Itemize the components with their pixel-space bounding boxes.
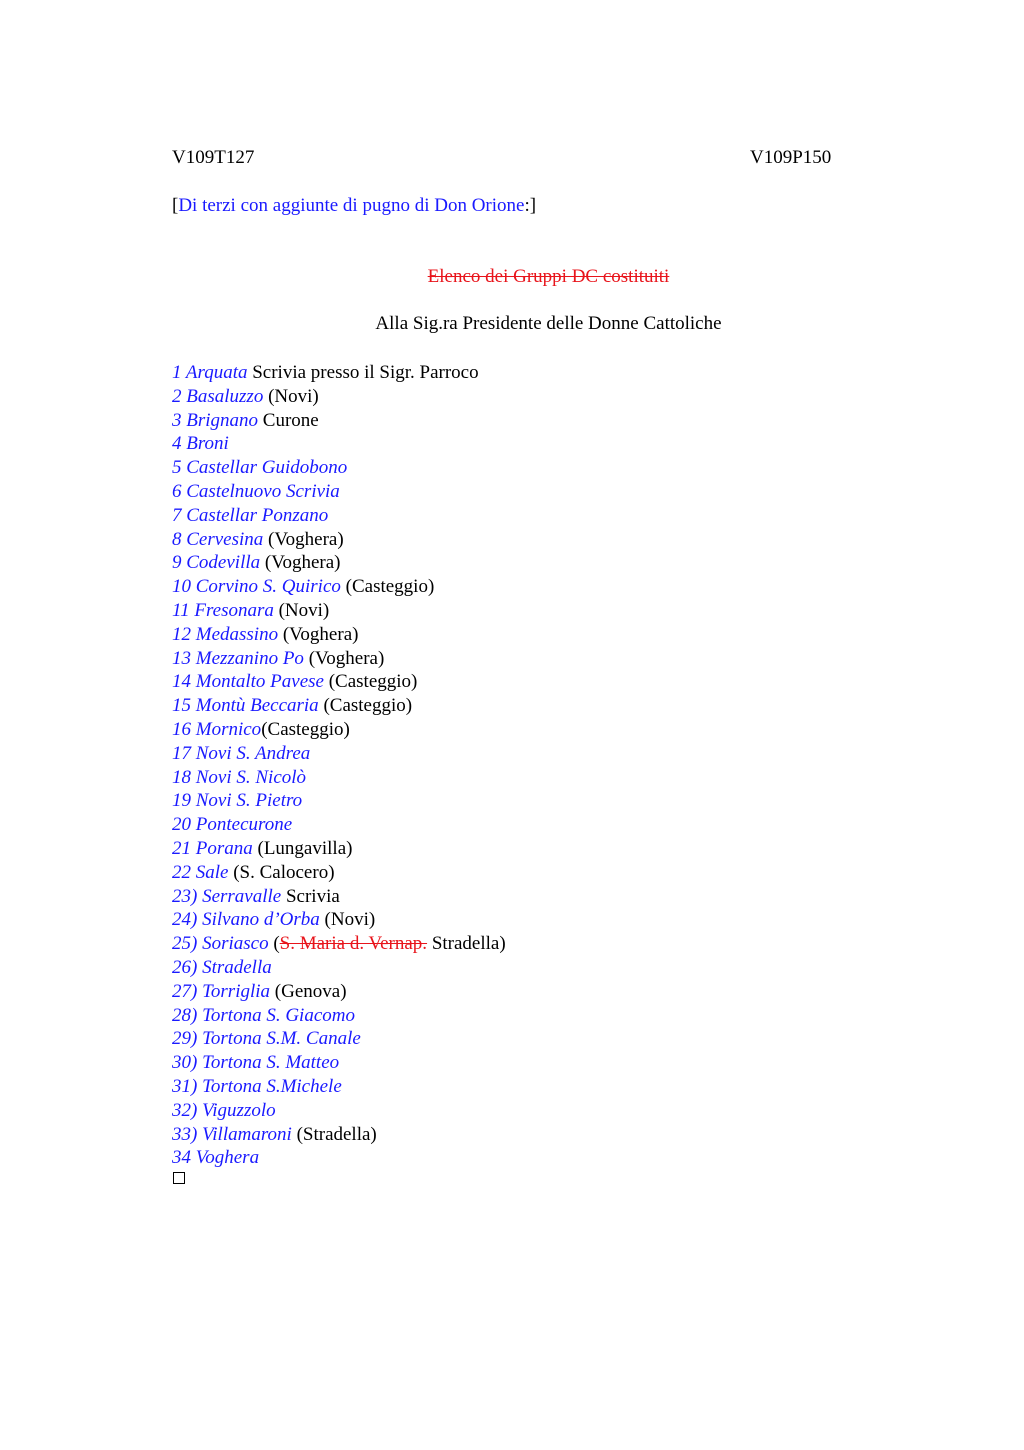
group-place: 12 Medassino: [172, 623, 279, 645]
group-place: 26) Stradella: [172, 956, 272, 978]
group-place: 19 Novi S. Pietro: [172, 790, 303, 812]
group-note: (Novi): [319, 909, 376, 931]
list-item: [172, 837, 506, 861]
list-item: [172, 1004, 506, 1028]
group-place: 31) Tortona S.Michele: [172, 1075, 342, 1097]
group-place: 24) Silvano d’Orba: [172, 909, 320, 931]
group-place: 17 Novi S. Andrea: [172, 742, 311, 764]
group-note: (Novi): [273, 599, 330, 621]
group-note: (Casteggio): [340, 576, 435, 598]
list-item: [172, 361, 506, 385]
group-place: 34 Voghera: [172, 1147, 260, 1169]
list-item: [172, 766, 506, 790]
list-item: [172, 956, 506, 980]
group-place: 22 Sale: [172, 861, 229, 883]
list-item: [172, 551, 506, 575]
list-item: [172, 670, 506, 694]
document-ref-right: V109P150: [750, 147, 832, 168]
group-place: 2 Basaluzzo: [172, 385, 264, 407]
group-note: (Voghera): [263, 528, 344, 550]
list-item: [172, 623, 506, 647]
addressee-line: Alla Sig.ra Presidente delle Donne Cattoliche: [375, 313, 722, 334]
editorial-note-close-bracket: :]: [524, 195, 537, 216]
group-note: (Voghera): [303, 647, 385, 669]
group-place: 10 Corvino S. Quirico: [172, 576, 341, 598]
group-place: 1 Arquata: [172, 362, 248, 383]
group-note: (Lungavilla): [252, 837, 353, 859]
list-item: [172, 789, 506, 813]
group-place: 11 Fresonara: [172, 599, 274, 621]
group-place: 29) Tortona S.M. Canale: [172, 1028, 361, 1050]
group-note: Scrivia: [281, 885, 340, 907]
group-note: (Novi): [263, 385, 319, 407]
group-place: 25) Soriasco: [172, 933, 269, 955]
group-note: Curone: [258, 409, 319, 431]
group-place: 9 Codevilla: [172, 552, 261, 574]
list-item: [172, 528, 506, 552]
group-place: 20 Pontecurone: [172, 814, 293, 836]
list-item: [172, 861, 506, 885]
list-item: [172, 694, 506, 718]
group-place: 3 Brignano: [172, 409, 259, 431]
list-item: [172, 1123, 506, 1147]
group-note: (S. Calocero): [228, 861, 335, 883]
group-note: (Voghera): [278, 623, 359, 645]
group-note: (Genova): [270, 980, 347, 1002]
group-place: 13 Mezzanino Po: [172, 647, 304, 669]
editorial-note-text: Di terzi con aggiunte di pugno di Don Orione: [178, 195, 525, 216]
list-item: [172, 885, 506, 909]
list-item: [172, 813, 506, 837]
group-place: 4 Broni: [172, 433, 229, 455]
list-item: [172, 385, 506, 409]
group-place: 5 Castellar Guidobono: [172, 457, 348, 479]
list-item: [172, 718, 506, 742]
list-item: [172, 575, 506, 599]
group-place: 28) Tortona S. Giacomo: [172, 1004, 355, 1026]
deleted-title: Elenco dei Gruppi DC costituiti: [427, 266, 670, 287]
document-ref-left: V109T127: [172, 147, 255, 168]
group-place: 33) Villamaroni: [172, 1123, 292, 1145]
groups-list: [172, 361, 506, 1170]
group-place: 27) Torriglia: [172, 980, 271, 1002]
group-place: 21 Porana: [172, 837, 253, 859]
group-place: 15 Montù Beccaria: [172, 695, 319, 717]
list-item: [172, 480, 506, 504]
list-item: [172, 1075, 506, 1099]
list-item: [172, 932, 506, 956]
group-place: 8 Cervesina: [172, 528, 264, 550]
editorial-note-open-bracket: [: [172, 195, 179, 216]
list-item: [172, 908, 506, 932]
group-note: (Voghera): [260, 552, 341, 574]
list-item: [172, 456, 506, 480]
group-place: 32) Viguzzolo: [172, 1099, 276, 1121]
group-note: (Casteggio): [323, 671, 418, 693]
list-item: [172, 1099, 506, 1123]
list-item: [172, 1027, 506, 1051]
group-place: 18 Novi S. Nicolò: [172, 766, 307, 788]
group-deleted-text: S. Maria d. Vernap.: [279, 933, 428, 955]
group-note: (Casteggio): [261, 718, 350, 740]
group-place: 23) Serravalle: [172, 885, 282, 907]
group-note: Scrivia presso il Sigr. Parroco: [247, 362, 479, 383]
list-item: [172, 504, 506, 528]
list-item: [172, 742, 506, 766]
group-note: (Stradella): [291, 1123, 377, 1145]
editorial-note: [172, 195, 536, 217]
group-note: (Casteggio): [318, 695, 413, 717]
list-item: [172, 980, 506, 1004]
group-place: 30) Tortona S. Matteo: [172, 1052, 340, 1074]
list-item: [172, 1051, 506, 1075]
group-place: 6 Castelnuovo Scrivia: [172, 480, 340, 502]
square-box-icon: [173, 1172, 185, 1184]
list-item: [172, 599, 506, 623]
list-item: [172, 647, 506, 671]
list-item: [172, 1146, 506, 1170]
list-item: [172, 409, 506, 433]
group-place: 16 Mornico: [172, 718, 262, 740]
group-note-open: (: [268, 933, 280, 955]
group-note: Stradella): [427, 933, 506, 955]
group-place: 14 Montalto Pavese: [172, 671, 324, 693]
list-item: [172, 432, 506, 456]
group-place: 7 Castellar Ponzano: [172, 504, 329, 526]
